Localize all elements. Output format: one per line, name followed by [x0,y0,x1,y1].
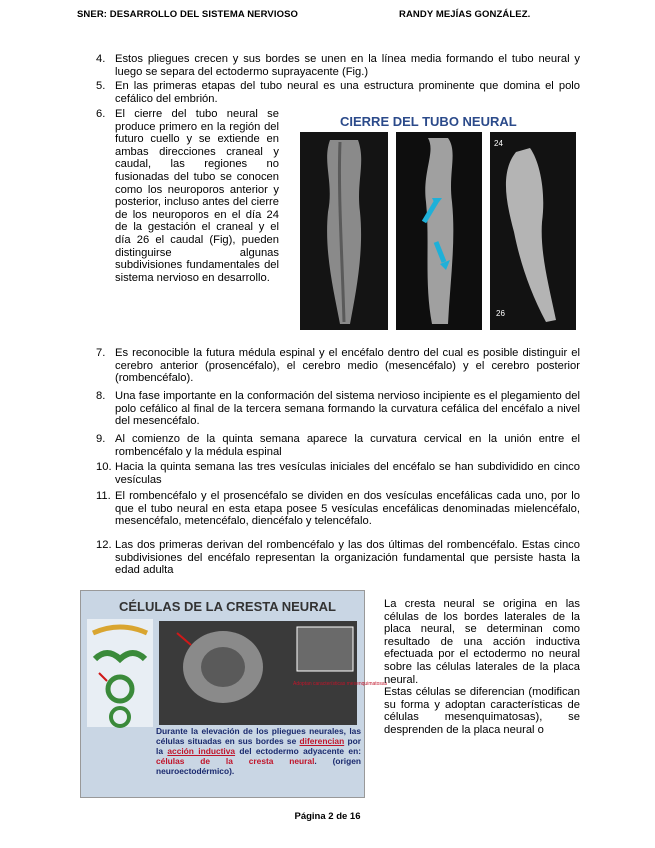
list-item-9 [96,433,580,458]
caption-highlight: células de la cresta neural [156,756,315,766]
embryo-image-1 [300,132,388,330]
item-number: 12. [96,539,112,551]
item-number: 6. [96,108,106,120]
caption-part: . (origen neuroectodérmico). [156,756,361,776]
item-text: En las primeras etapas del tubo neural es una estructura prominente que domina el polo cefálico del embrión. [115,80,580,105]
embryo-image-3 [490,132,576,330]
item-number: 4. [96,53,106,65]
figure-title: CÉLULAS DE LA CRESTA NEURAL [119,599,336,614]
embryo-image-2 [396,132,482,330]
item-text: El cierre del tubo neural se produce primero en la región del futuro cuello y se extiende en ambas direcciones craneal y caudal, las regiones no fusionadas del tubo se conocen como los neuroporos anterior y posterior, incluso antes del cierre de los neuroporos en el día 24 de la gestación el craneal y el día 26 el caudal (Fig), pueden distinguirse algunas subdivisiones fundamentales del sistema nervioso en desarrollo. [115,108,279,284]
list-item-4 [96,53,580,78]
neural-crest-illustration [87,619,388,727]
item-text: Una fase importante en la conformación del sistema nervioso incipiente es el plegamiento del polo cefálico al final de la tercera semana formando la curvatura cefálica del encéfalo a nivel del mesencéfalo. [115,390,580,428]
list-item-10 [96,461,580,486]
age-label-26: 26 [496,309,505,318]
item-text: Al comienzo de la quinta semana aparece la curvatura cervical en la unión entre el rombencéfalo y la médula espinal [115,433,580,458]
caption-highlight: diferencian [299,736,345,746]
figure-neural-crest-cells [80,590,388,798]
paragraph: La cresta neural se origina en las células de los bordes laterales de la placa neural, se determinan como resultado de una acción inductiva efectuada por el ectodermo no neural sobre las células laterales de la placa neural. [384,598,580,686]
item-text: Las dos primeras derivan del rombencéfalo y las dos últimas del rombencéfalo. Estas cinco subdivisiones del encéfalo representan la organización fundamental que persiste hasta la edad adulta [115,539,580,577]
age-label-24: 24 [494,139,503,148]
header-left: SNER: DESARROLLO DEL SISTEMA NERVIOSO [77,9,298,20]
item-text: Estos pliegues crecen y sus bordes se unen en la línea media formando el tubo neural y luego se separa del ectodermo suprayacente (Fig.) [115,53,580,78]
item-number: 10. [96,461,112,473]
item-number: 9. [96,433,106,445]
caption-highlight: acción inductiva [167,746,236,756]
item-number: 11. [96,490,111,502]
item-text: Es reconocible la futura médula espinal y el encéfalo dentro del cual es posible distinguir el cerebro anterior (prosencéfalo), el cerebro medio (mesencéfalo) y el cerebro posterior (rombencéfalo). [115,347,580,385]
neural-crest-text [384,598,580,737]
item-number: 8. [96,390,106,402]
item-number: 7. [96,347,106,359]
list-item-5 [96,80,580,105]
list-item-7 [96,347,580,385]
item-number: 5. [96,80,106,92]
list-item-8 [96,390,580,428]
figure-title: CIERRE DEL TUBO NEURAL [340,114,517,129]
header-right: RANDY MEJÍAS GONZÁLEZ. [399,9,531,20]
caption-part: del ectodermo adyacente en: [235,746,361,756]
caption-part: Durante la elevación de los pliegues neurales, las células situadas en sus bordes se [156,726,361,746]
figure-caption [156,726,361,776]
item-text: El rombencéfalo y el prosencéfalo se dividen en dos vesículas encefálicas cada uno, por lo que el tubo neural en esta etapa posee 5 vesículas encefálicas denominadas mielencéfalo, mesencéfalo, metencéfalo, diencéfalo y telencéfalo. [115,490,580,528]
figure-neural-tube-closure [300,108,576,330]
page-footer: Página 2 de 16 [294,811,361,822]
item-text: Hacia la quinta semana las tres vesículas iniciales del encéfalo se han subdividido en cinco vesículas [115,461,580,486]
list-item-12 [96,539,580,577]
list-item-11 [96,490,580,528]
inset-label: Adoptan características mesenquimatosas [293,681,388,687]
caption-part: por la [156,736,361,756]
paragraph: Estas células se diferencian (modifican su forma y adoptan características de células mesenquimatosas), se desprenden de la placa neural o [384,686,580,736]
